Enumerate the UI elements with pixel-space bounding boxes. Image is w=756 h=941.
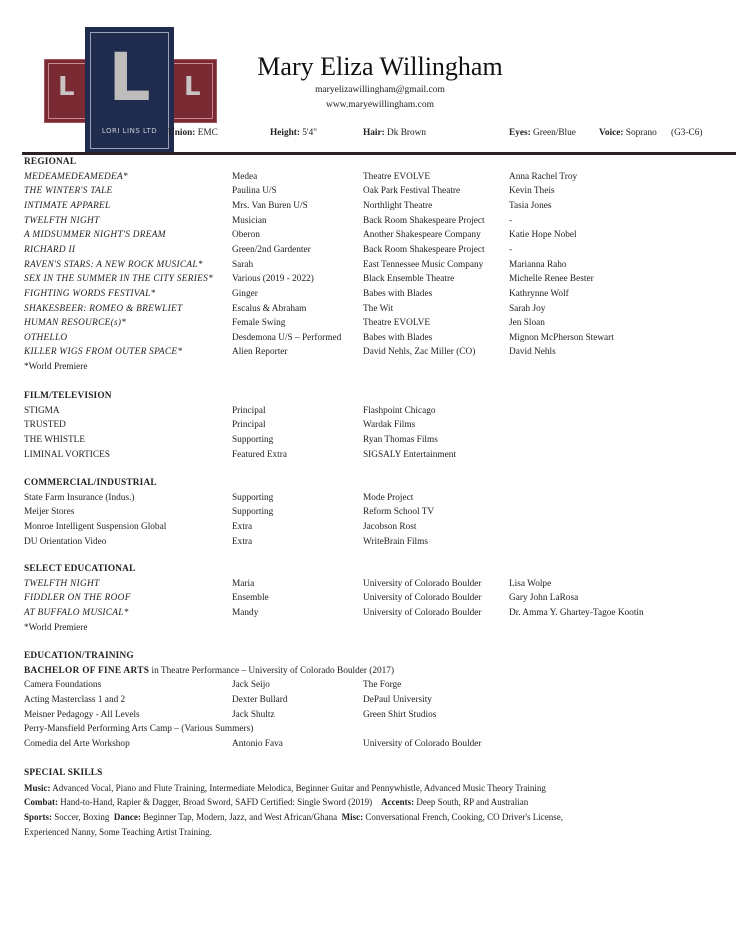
title: RICHARD II [24, 244, 76, 255]
role: Supporting [232, 434, 274, 445]
course: Comedia del Arte Workshop [24, 738, 130, 749]
section-heading: FILM/TELEVISION [24, 391, 112, 401]
director: Lisa Wolpe [509, 578, 552, 589]
company: Theatre EVOLVE [363, 171, 431, 182]
director: Marianna Raho [509, 259, 567, 270]
company: The Wit [363, 303, 394, 314]
stat-label: Eyes: [509, 128, 531, 138]
director: Jen Sloan [509, 318, 545, 329]
instructor: Jack Shultz [232, 709, 275, 720]
logo-letter-left: L [58, 72, 75, 102]
role: Oberon [232, 230, 260, 241]
director: Kathrynne Wolf [509, 288, 569, 299]
company: University of Colorado Boulder [363, 578, 482, 589]
company: Mode Project [363, 492, 414, 503]
title: LIMINAL VORTICES [24, 449, 110, 460]
role: Principal [232, 420, 266, 431]
role: Supporting [232, 507, 274, 518]
course: Meisner Pedagogy - All Levels [24, 709, 140, 720]
stat-value: 5'4" [302, 128, 318, 138]
company: Babes with Blades [363, 332, 433, 343]
company: Flashpoint Chicago [363, 405, 436, 416]
company: Back Room Shakespeare Project [363, 244, 485, 255]
institution: Green Shirt Studios [363, 709, 437, 720]
company: SIGSALY Entertainment [363, 449, 456, 460]
skill-category: Misc: [341, 811, 364, 822]
company: Jacobson Rost [363, 521, 417, 532]
title: HUMAN RESOURCE(s)* [24, 318, 127, 329]
stat-union [168, 128, 218, 138]
director: - [509, 215, 513, 226]
stat-value: Soprano [625, 128, 657, 138]
title: RAVEN'S STARS: A NEW ROCK MUSICAL* [24, 259, 203, 270]
title: THE WHISTLE [24, 434, 86, 445]
stat-height [270, 128, 317, 138]
degree-name: BACHELOR OF FINE ARTS [24, 665, 150, 676]
section-heading: SPECIAL SKILLS [24, 768, 103, 778]
degree-line [24, 666, 394, 676]
skill-category: Sports: [24, 811, 53, 822]
voice-range: (G3-C6) [671, 128, 703, 138]
role: Escalus & Abraham [232, 303, 307, 314]
title: FIDDLER ON THE ROOF [24, 593, 131, 604]
role: Ginger [232, 288, 258, 299]
director: Mignon McPherson Stewart [509, 332, 614, 343]
instructor: Dexter Bullard [232, 694, 288, 705]
company: Oak Park Festival Theatre [363, 186, 461, 197]
course: Perry-Mansfield Performing Arts Camp – (Various Summers) [24, 724, 254, 735]
stat-label: Voice: [599, 128, 624, 138]
logo-big-letter: L [108, 39, 151, 116]
title: STIGMA [24, 405, 60, 416]
role: Maria [232, 578, 255, 589]
world-premiere-note: *World Premiere [24, 622, 88, 633]
title: KILLER WIGS FROM OUTER SPACE* [24, 347, 183, 358]
course: Acting Masterclass 1 and 2 [24, 694, 126, 705]
director: - [509, 244, 513, 255]
section-heading: COMMERCIAL/INDUSTRIAL [24, 478, 157, 488]
website-link[interactable]: www.maryewillingham.com [325, 100, 435, 110]
title: Monroe Intelligent Suspension Global [24, 521, 167, 532]
company: University of Colorado Boulder [363, 593, 482, 604]
director: Dr. Amma Y. Ghartey-Tagoe Kootin [509, 607, 644, 618]
role: Alien Reporter [232, 347, 288, 358]
section-heading: SELECT EDUCATIONAL [24, 564, 136, 574]
company: Reform School TV [363, 507, 435, 518]
director: Anna Rachel Troy [509, 171, 578, 182]
title: SEX IN THE SUMMER IN THE CITY SERIES* [24, 274, 214, 285]
stat-label: Hair: [363, 128, 385, 138]
company: Babes with Blades [363, 288, 433, 299]
skill-text: Conversational French, Cooking, CO Driver's License, [363, 811, 564, 822]
role: Mrs. Van Buren U/S [232, 200, 308, 211]
role: Musician [232, 215, 267, 226]
role: Principal [232, 405, 266, 416]
instructor: Antonio Fava [232, 738, 283, 749]
stat-value: EMC [197, 128, 218, 138]
role: Medea [232, 171, 258, 182]
director: Tasia Jones [509, 200, 552, 211]
skill-text: Experienced Nanny, Some Teaching Artist Training. [24, 826, 212, 837]
title: TWELFTH NIGHT [24, 215, 100, 226]
skill-text: Hand-to-Hand, Rapier & Dagger, Broad Sword, SAFD Certified: Single Sword (2019) [58, 797, 382, 808]
director: Michelle Renee Bester [509, 274, 594, 285]
skills-line [24, 797, 528, 807]
section-heading: EDUCATION/TRAINING [24, 651, 134, 661]
stat-label: Height: [270, 128, 300, 138]
role: Mandy [232, 607, 259, 618]
title: State Farm Insurance (Indus.) [24, 492, 135, 503]
stat-label: Union: [168, 128, 196, 138]
company: Back Room Shakespeare Project [363, 215, 485, 226]
role: Paulina U/S [232, 186, 277, 197]
institution: The Forge [363, 680, 402, 691]
company: Northlight Theatre [363, 200, 433, 211]
title: TWELFTH NIGHT [24, 578, 100, 589]
course: Camera Foundations [24, 680, 102, 691]
company: Black Ensemble Theatre [363, 274, 455, 285]
skill-text: Deep South, RP and Australian [414, 797, 529, 808]
degree-details: in Theatre Performance – University of Colorado Boulder (2017) [149, 665, 395, 676]
role: Featured Extra [232, 449, 287, 460]
title: OTHELLO [24, 332, 68, 343]
company: East Tennessee Music Company [363, 259, 484, 270]
skill-text: Soccer, Boxing [52, 811, 114, 822]
institution: University of Colorado Boulder [363, 738, 482, 749]
world-premiere-note: *World Premiere [24, 362, 88, 373]
role: Supporting [232, 492, 274, 503]
title: THE WINTER'S TALE [24, 186, 113, 197]
company: Wardak Films [363, 420, 416, 431]
institution: DePaul University [363, 694, 432, 705]
actor-name: Mary Eliza Willingham [257, 52, 503, 81]
director: Katie Hope Nobel [509, 230, 577, 241]
title: SHAKESBEER: ROMEO & BREWLIET [24, 303, 183, 314]
skill-text: Beginner Tap, Modern, Jazz, and West African/Ghana [140, 811, 342, 822]
role: Desdemona U/S – Performed [232, 332, 342, 343]
director: Kevin Theis [509, 186, 555, 197]
stat-hair [363, 128, 426, 138]
company: Another Shakespeare Company [363, 230, 481, 241]
title: A MIDSUMMER NIGHT'S DREAM [24, 230, 166, 241]
company: University of Colorado Boulder [363, 607, 482, 618]
title: Meijer Stores [24, 507, 75, 518]
section-heading: REGIONAL [24, 157, 77, 167]
director: Gary John LaRosa [509, 593, 579, 604]
title: MEDEAMEDEAMEDEA* [24, 171, 128, 182]
email-link[interactable]: maryelizawillingham@gmail.com [315, 85, 445, 95]
skills-line [24, 827, 212, 837]
skill-text: Advanced Vocal, Piano and Flute Training, Intermediate Melodica, Beginner Guitar and Pennywhistle, Advanced Music Theory Training [50, 782, 546, 793]
stat-value: Green/Blue [533, 128, 576, 138]
role: Ensemble [232, 593, 269, 604]
title: INTIMATE APPAREL [24, 200, 111, 211]
company: WriteBrain Films [363, 536, 428, 547]
role: Female Swing [232, 318, 286, 329]
skill-category: Combat: [24, 797, 58, 808]
role: Extra [232, 536, 253, 547]
role: Green/2nd Gardenter [232, 244, 311, 255]
skill-category: Music: [24, 782, 51, 793]
skill-category: Accents: [381, 797, 415, 808]
company: Ryan Thomas Films [363, 434, 438, 445]
title: DU Orientation Video [24, 536, 107, 547]
title: AT BUFFALO MUSICAL* [24, 607, 129, 618]
stat-eyes [509, 128, 576, 138]
skill-category: Dance: [113, 811, 141, 822]
header-divider [22, 152, 736, 155]
skills-line [24, 783, 546, 793]
logo-text: LORI LINS LTD [101, 127, 158, 135]
title: FIGHTING WORDS FESTIVAL* [24, 288, 156, 299]
skills-line [24, 812, 563, 822]
stat-value: Dk Brown [387, 128, 427, 138]
title: TRUSTED [24, 420, 66, 431]
logo-letter-right: L [184, 72, 201, 102]
role: Sarah [232, 259, 254, 270]
role: Various (2019 - 2022) [232, 274, 314, 285]
company: David Nehls, Zac Miller (CO) [363, 347, 476, 358]
instructor: Jack Seijo [232, 680, 270, 691]
company: Theatre EVOLVE [363, 318, 431, 329]
director: Sarah Joy [509, 303, 546, 314]
role: Extra [232, 521, 253, 532]
director: David Nehls [509, 347, 556, 358]
stat-voice [599, 128, 657, 138]
